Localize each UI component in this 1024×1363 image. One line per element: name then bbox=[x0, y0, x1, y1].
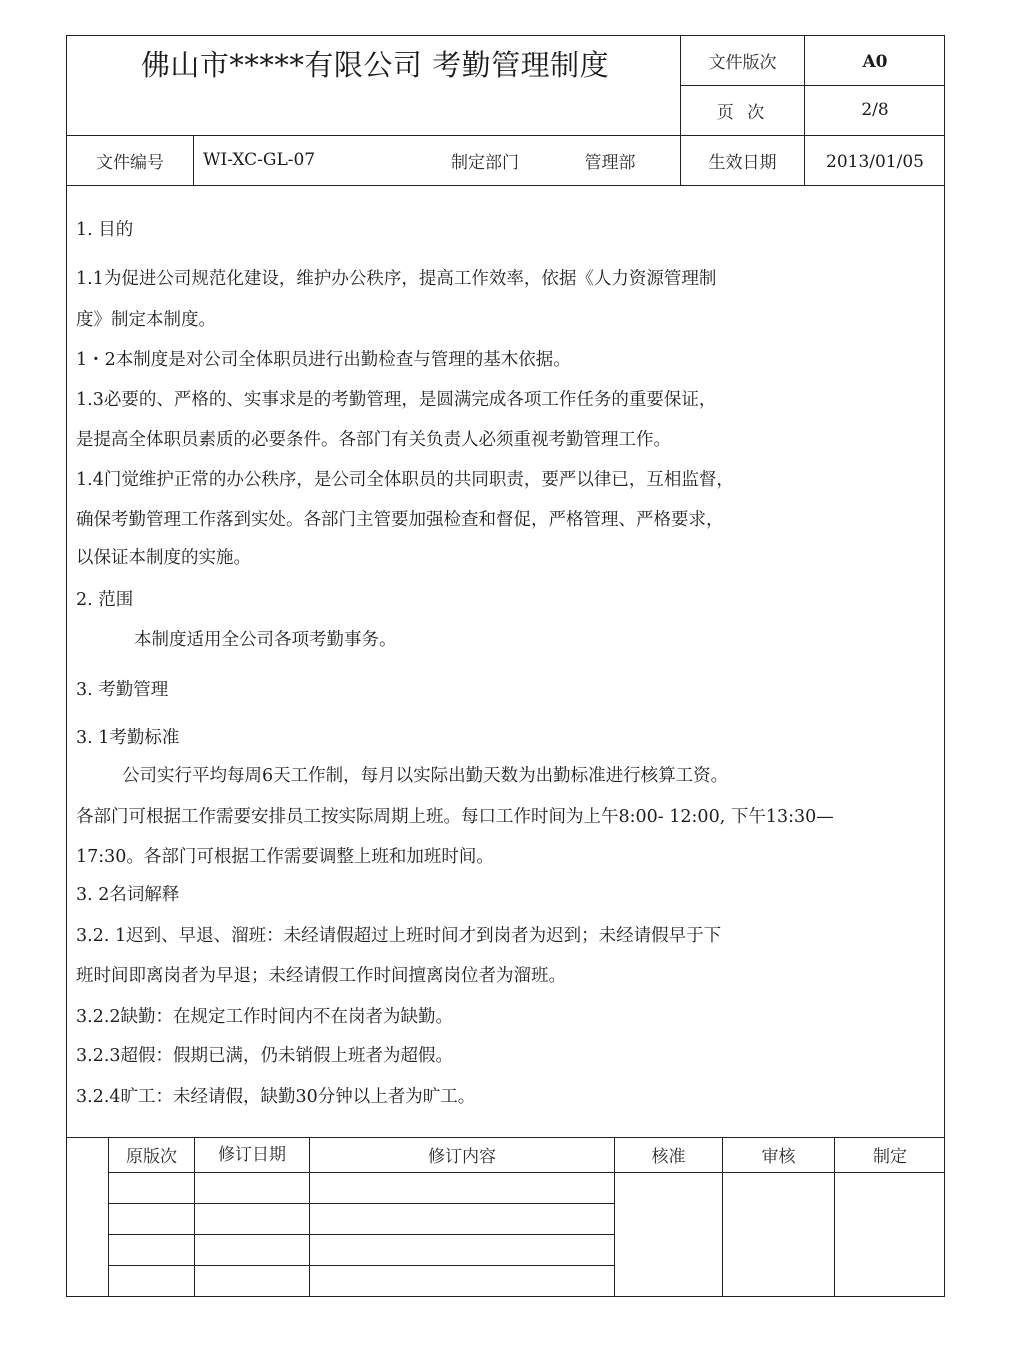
section-heading: 1. 目的 bbox=[76, 220, 134, 240]
divider bbox=[108, 1203, 614, 1204]
version-label: 文件版次 bbox=[708, 52, 777, 73]
revision-header-approve: 核准 bbox=[651, 1147, 686, 1167]
divider bbox=[108, 1172, 945, 1173]
effective-date-label: 生效日期 bbox=[708, 152, 777, 173]
divider bbox=[108, 1265, 614, 1266]
paragraph-line: 以保证本制度的实施。 bbox=[76, 548, 251, 568]
paragraph-line: 确保考勤管理工作落到实处。各部门主管要加强检查和督促，严格管理、严格要求， bbox=[76, 510, 724, 530]
section-heading: 2. 范围 bbox=[76, 590, 134, 610]
divider bbox=[193, 135, 194, 185]
paragraph-line: 1・2本制度是对公司全体职员进行出勤检查与管理的基木依据。 bbox=[76, 350, 571, 370]
section-heading: 3. 考勤管理 bbox=[76, 680, 169, 700]
divider bbox=[108, 1234, 614, 1235]
doc-no-value: WI-XC-GL-07 bbox=[203, 150, 316, 170]
paragraph-line: 1.4门觉维护正常的办公秩序，是公司全体职员的共同职责，要严以律已，互相监督， bbox=[76, 470, 734, 490]
paragraph-line: 3.2.4旷工：未经请假，缺勤30分钟以上者为旷工。 bbox=[76, 1087, 476, 1107]
paragraph-line: 1.1为促进公司规范化建设，维护办公秩序，提高工作效率，依据《人力资源管理制 bbox=[76, 269, 717, 289]
effective-date-value: 2013/01/05 bbox=[826, 152, 924, 172]
paragraph-line: 17:30。各部门可根据工作需要调整上班和加班时间。 bbox=[76, 847, 494, 867]
paragraph-line: 本制度适用全公司各项考勤事务。 bbox=[134, 630, 397, 650]
subsection-heading: 3. 1考勤标准 bbox=[76, 728, 180, 748]
paragraph-line: 3.2.3超假：假期已满，仍未销假上班者为超假。 bbox=[76, 1046, 454, 1066]
page-value: 2/8 bbox=[861, 100, 889, 120]
revision-header-prepare: 制定 bbox=[873, 1147, 907, 1167]
paragraph-line: 3.2. 1迟到、早退、溜班：未经请假超过上班时间才到岗者为迟到；未经请假早于下 bbox=[76, 926, 722, 946]
paragraph-line: 3.2.2缺勤：在规定工作时间内不在岗者为缺勤。 bbox=[76, 1007, 454, 1027]
revision-header-version: 原版次 bbox=[126, 1147, 177, 1167]
paragraph-line: 是提高全体职员素质的必要条件。各部门有关负责人必须重视考勤管理工作。 bbox=[76, 430, 671, 450]
paragraph-line: 1.3必要的、严格的、实事求是的考勤管理，是圆满完成各项工作任务的重要保证， bbox=[76, 390, 717, 410]
subsection-heading: 3. 2名词解释 bbox=[76, 885, 180, 905]
revision-header-review: 审核 bbox=[761, 1147, 796, 1167]
page-label: 页 次 bbox=[716, 102, 769, 123]
paragraph-line: 公司实行平均每周6天工作制，每月以实际出勤天数为出勤标准进行核算工资。 bbox=[122, 766, 729, 786]
paragraph-line: 各部门可根据工作需要安排员工按实际周期上班。每口工作时间为上午8:00- 12:00, 下午13:30— bbox=[76, 807, 834, 827]
revision-header-content: 修订内容 bbox=[428, 1147, 496, 1167]
document-title: 佛山市*****有限公司 考勤管理制度 bbox=[140, 47, 610, 82]
version-value: A0 bbox=[862, 52, 888, 72]
dept-value: 管理部 bbox=[584, 152, 636, 173]
dept-label: 制定部门 bbox=[451, 152, 519, 173]
revision-header-date: 修订日期 bbox=[218, 1145, 286, 1165]
doc-no-label: 文件编号 bbox=[96, 152, 164, 173]
paragraph-line: 班时间即离岗者为早退；未经请假工作时间擅离岗位者为溜班。 bbox=[76, 966, 566, 986]
paragraph-line: 度》制定本制度。 bbox=[76, 310, 216, 330]
